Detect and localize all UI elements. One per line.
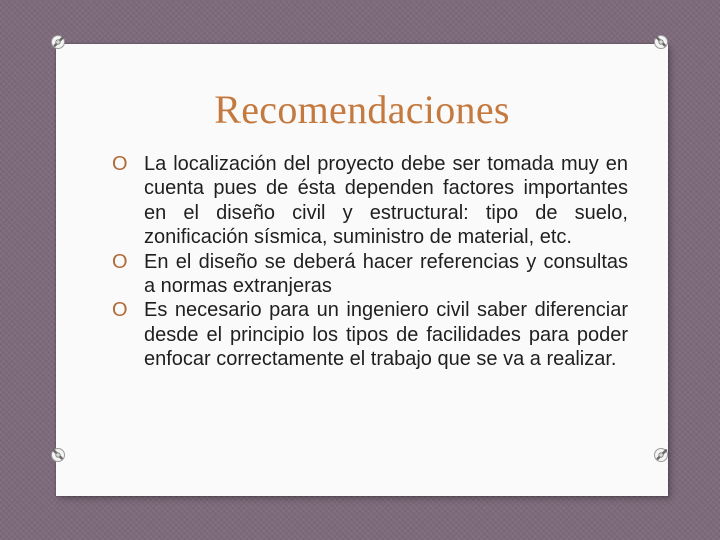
bullet-item xyxy=(112,152,628,250)
pushpin-icon xyxy=(49,446,67,464)
pushpin-icon xyxy=(652,33,670,51)
pushpin-icon xyxy=(652,446,670,464)
bullet-text: Es necesario para un ingeniero civil saber diferenciar desde el principio los tipos de facilidades para poder enfocar correctamente el trabajo que se va a realizar. xyxy=(144,299,628,371)
bullet-list xyxy=(112,152,628,372)
bullet-marker: O xyxy=(112,153,128,175)
pushpin-icon xyxy=(49,33,67,51)
bullet-marker: O xyxy=(112,299,128,322)
slide-title: Recomendaciones xyxy=(214,87,510,132)
bullet-item xyxy=(112,250,628,299)
bullet-text: La localización del proyecto debe ser tomada muy en cuenta pues de ésta dependen factores importantes en el diseño civil y estructural: tipo de suelo, zonificación sísmica, suministro de material, etc. xyxy=(144,153,628,249)
bullet-marker: O xyxy=(112,250,128,273)
bullet-text: En el diseño se deberá hacer referencias y consultas a normas extranjeras xyxy=(144,250,628,298)
bullet-item xyxy=(112,298,628,371)
